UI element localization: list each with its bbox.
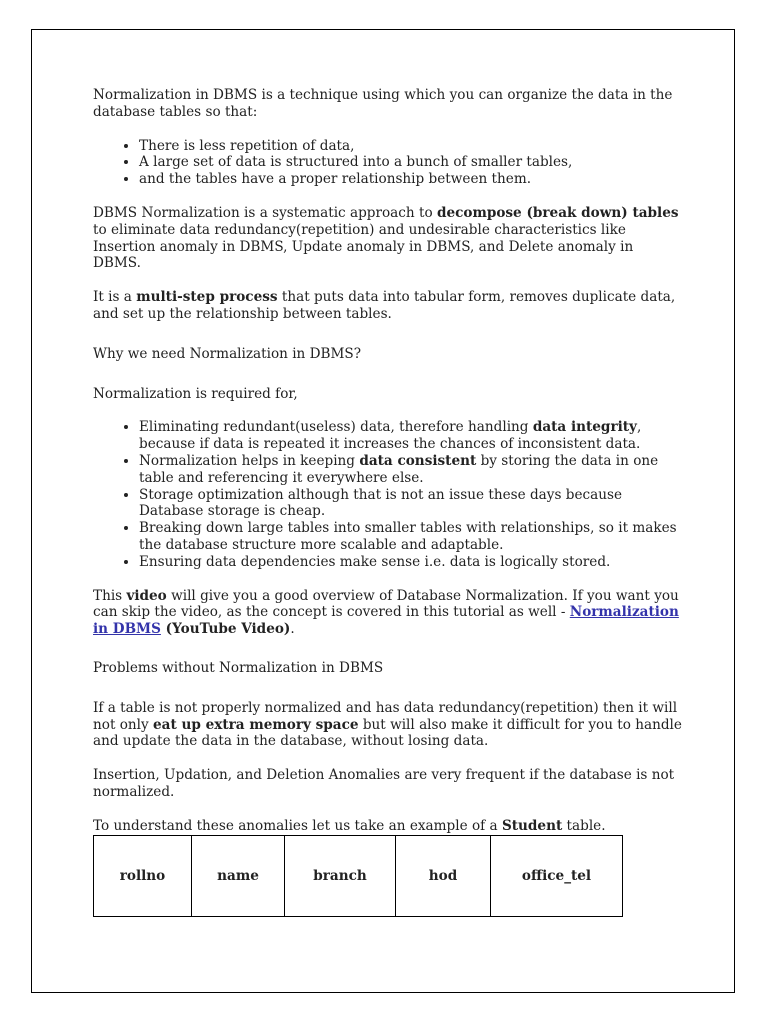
list-item: • and the tables have a proper relationship between them. bbox=[139, 171, 683, 188]
text-span: to eliminate data redundancy(repetition) and undesirable characteristics like Insertion anomaly in DBMS, Update anomaly in DBMS, and Delete anomaly in DBMS. bbox=[93, 221, 634, 272]
bold-text: data consistent bbox=[359, 452, 477, 469]
document-body bbox=[93, 87, 683, 835]
student-table bbox=[93, 835, 623, 917]
list-item bbox=[139, 453, 683, 487]
text-span: Eliminating redundant(useless) data, therefore handling bbox=[139, 419, 533, 436]
problems-heading: Problems without Normalization in DBMS bbox=[93, 659, 384, 676]
bold-text: multi-step process bbox=[136, 289, 278, 306]
intro-bullet-list bbox=[93, 138, 683, 188]
text-span: It is a bbox=[93, 289, 137, 306]
multistep-paragraph bbox=[93, 289, 683, 323]
text-span: , because if data is repeated it increases the chances of inconsistent data. bbox=[139, 419, 642, 453]
text-span: that puts data into tabular form, removes duplicate data, and set up the relationship between tables. bbox=[93, 289, 676, 322]
table-header-row bbox=[94, 836, 623, 917]
text-span: If a table is not properly normalized and has data redundancy(repetition) then it will not only bbox=[93, 699, 678, 733]
bold-text: (YouTube Video) bbox=[160, 621, 291, 638]
reasons-bullet-list bbox=[93, 419, 683, 570]
column-header-office-tel: office_tel bbox=[491, 836, 623, 917]
video-paragraph bbox=[93, 588, 683, 638]
list-item: • There is less repetition of data, bbox=[139, 138, 683, 155]
text-span: table. bbox=[562, 817, 606, 834]
anomalies-paragraph: Insertion, Updation, and Deletion Anomalies are very frequent if the database is not normalized. bbox=[93, 767, 675, 800]
text-span: Normalization helps in keeping bbox=[139, 452, 360, 469]
text-span: will give you a good overview of Database Normalization. If you want you can skip the video, as the concept is covered in this tutorial as well - bbox=[93, 587, 679, 621]
text-span: by storing the data in one table and referencing it everywhere else. bbox=[139, 452, 659, 486]
normalization-video-link[interactable]: Normalization in DBMS bbox=[93, 604, 679, 638]
bold-text: decompose (break down) tables bbox=[436, 204, 679, 221]
text-span: but will also make it difficult for you to handle and update the data in the database, without losing data. bbox=[93, 716, 682, 750]
column-header-name: name bbox=[192, 836, 285, 917]
column-header-branch: branch bbox=[285, 836, 396, 917]
column-header-hod: hod bbox=[396, 836, 491, 917]
why-heading: Why we need Normalization in DBMS? bbox=[93, 345, 362, 362]
bold-text: Student bbox=[501, 817, 563, 834]
required-for-paragraph: Normalization is required for, bbox=[93, 385, 298, 402]
text-span: . bbox=[290, 621, 295, 638]
list-item: • Breaking down large tables into smaller tables with relationships, so it makes the database structure more scalable and adaptable. bbox=[139, 520, 683, 554]
example-paragraph bbox=[93, 818, 683, 835]
list-item bbox=[139, 419, 683, 453]
problems-paragraph bbox=[93, 700, 683, 750]
column-header-rollno: rollno bbox=[94, 836, 192, 917]
text-span: DBMS Normalization is a systematic approach to bbox=[93, 204, 437, 221]
intro-paragraph: Normalization in DBMS is a technique using which you can organize the data in the database tables so that: bbox=[93, 87, 673, 120]
list-item: • A large set of data is structured into a bunch of smaller tables, bbox=[139, 154, 683, 171]
text-span: To understand these anomalies let us take an example of a bbox=[93, 817, 502, 834]
list-item: • Storage optimization although that is not an issue these days because Database storage is cheap. bbox=[139, 487, 683, 521]
bold-text: eat up extra memory space bbox=[153, 716, 359, 733]
text-span: This bbox=[93, 587, 127, 604]
bold-text: video bbox=[126, 587, 167, 604]
list-item: • Ensuring data dependencies make sense i.e. data is logically stored. bbox=[139, 554, 683, 571]
systematic-paragraph bbox=[93, 205, 683, 272]
bold-text: data integrity bbox=[532, 419, 637, 436]
